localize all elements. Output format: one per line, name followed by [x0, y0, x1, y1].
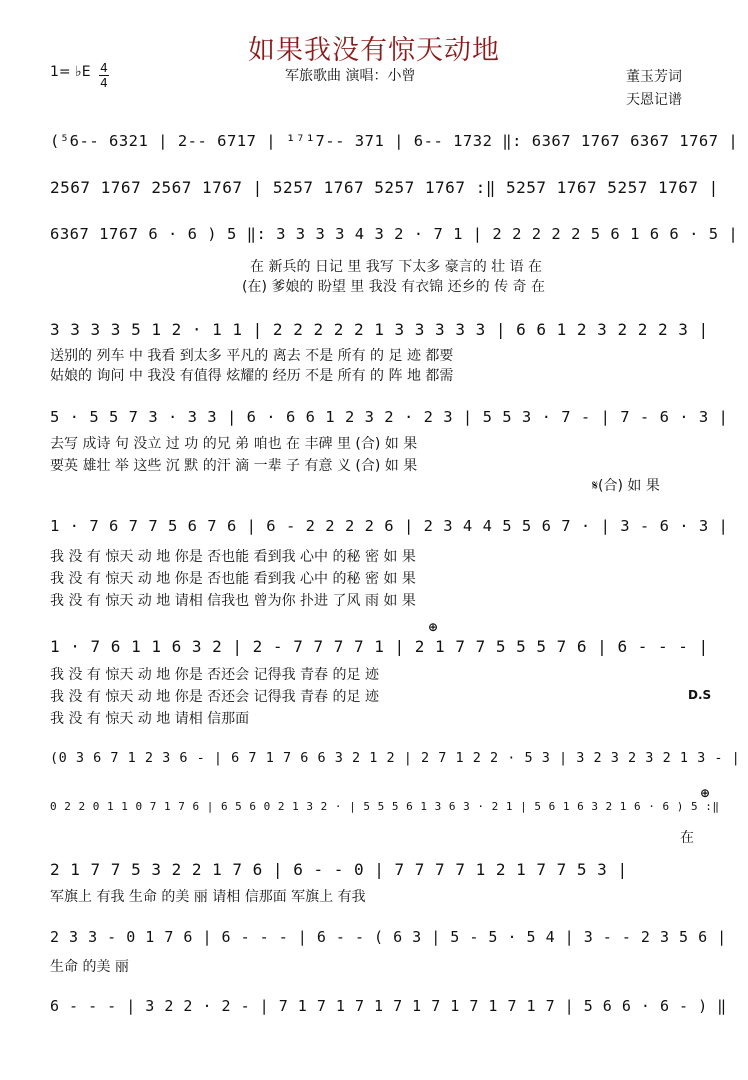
- score-row-8: (0 3 6 7 1 2 3 6 - | 6 7 1 7 6 6 3 2 1 2 | 2 7 1 2 2 · 5 3 | 3 2 3 2 3 2 1 3 - |: [50, 750, 741, 766]
- score-row-9: 0 2 2 0 1 1 0 7 1 7 6 | 6 5 6 0 2 1 3 2 · | 5 5 5 6 1 3 6 3 · 2 1 | 5 6 1 6 3 2 1 6 · 6 ) 5 :‖: [50, 800, 720, 813]
- score-row-1: (⁵6-- 6321 | 2-- 6717 | ¹⁷¹7-- 371 | 6-- 1732 ‖: 6367 1767 6367 1767 |: [50, 132, 739, 150]
- score-row-12: 6 - - - | 3 2 2 · 2 - | 7 1 7 1 7 1 7 1 7 1 7 1 7 1 7 | 5 6 6 · 6 - ) ‖: [50, 997, 727, 1015]
- lyric-row-5-verse-1: 去写 成诗 句 没立 过 功 的兄 弟 咱也 在 丰碑 里 (合) 如 果: [50, 436, 418, 452]
- lyric-row-9: 在: [680, 830, 694, 846]
- score-row-3: 6367 1767 6 · 6 ) 5 ‖: 3 3 3 3 4 3 2 · 7 1 | 2 2 2 2 2 5 6 1 6 6 · 5 |: [50, 225, 739, 243]
- lyric-row-5-segno: 𝄋(合) 如 果: [592, 478, 660, 494]
- transcriber: 天恩记谱: [626, 92, 682, 108]
- lyric-row-6-verse-3: 我 没 有 惊天 动 地 请相 信我也 曾为你 扑进 了风 雨 如 果: [50, 593, 416, 609]
- score-row-2: 2567 1767 2567 1767 | 5257 1767 5257 1767 :‖ 5257 1767 5257 1767 |: [50, 178, 719, 197]
- lyric-row-10: 军旗上 有我 生命 的美 丽 请相 信那面 军旗上 有我: [50, 889, 366, 905]
- score-row-4: 3 3 3 3 5 1 2 · 1 1 | 2 2 2 2 2 1 3 3 3 3 3 | 6 6 1 2 3 2 2 2 3 |: [50, 320, 709, 339]
- lyric-row-6-verse-2: 我 没 有 惊天 动 地 你是 否也能 看到我 心中 的秘 密 如 果: [50, 571, 416, 587]
- lyric-row-4-verse-1: 送别的 列车 中 我看 到太多 平凡的 离去 不是 所有 的 足 迹 都要: [50, 348, 454, 364]
- lyric-row-7-verse-3: 我 没 有 惊天 动 地 请相 信那面: [50, 711, 250, 727]
- song-title: 如果我没有惊天动地: [248, 35, 500, 66]
- time-top: 4: [100, 61, 108, 75]
- lyric-row-4-verse-2: 姑娘的 询问 中 我没 有值得 炫耀的 经历 不是 所有 的 阵 地 都需: [50, 368, 454, 384]
- lyric-row-3-verse-1: 在 新兵的 日记 里 我写 下太多 豪言的 壮 语 在: [250, 259, 543, 275]
- ds-mark: D.S: [688, 688, 712, 702]
- score-row-10: 2 1 7 7 5 3 2 2 1 7 6 | 6 - - 0 | 7 7 7 7 1 2 1 7 7 5 3 |: [50, 860, 628, 879]
- genre-singer: 军旅歌曲 演唱：小曾: [285, 68, 416, 84]
- time-bottom: 4: [100, 76, 108, 90]
- lyric-row-5-verse-2: 要英 雄壮 举 这些 沉 默 的汗 滴 一辈 子 有意 义 (合) 如 果: [50, 458, 418, 474]
- coda-mark: ⊕: [428, 620, 439, 634]
- lyric-row-3-verse-2: (在) 爹娘的 盼望 里 我没 有衣锦 还乡的 传 奇 在: [242, 279, 545, 295]
- lyric-row-7-verse-2: 我 没 有 惊天 动 地 你是 否还会 记得我 青春 的足 迹: [50, 689, 379, 705]
- score-row-7: 1 · 7 6 1 1 6 3 2 | 2 - 7 7 7 7 1 | 2 1 7 7 5 5 5 7 6 | 6 - - - |: [50, 637, 709, 656]
- lyric-row-6-verse-1: 我 没 有 惊天 动 地 你是 否也能 看到我 心中 的秘 密 如 果: [50, 549, 416, 565]
- key-signature: 1= ♭E: [50, 64, 91, 80]
- lyric-row-11: 生命 的美 丽: [50, 959, 129, 975]
- lyricist: 董玉芳词: [626, 69, 682, 85]
- time-signature: [99, 62, 109, 89]
- coda-mark-2: ⊕: [700, 786, 711, 800]
- lyric-row-7-verse-1: 我 没 有 惊天 动 地 你是 否还会 记得我 青春 的足 迹: [50, 667, 379, 683]
- score-row-5: 5 · 5 5 7 3 · 3 3 | 6 · 6 6 1 2 3 2 · 2 3 | 5 5 3 · 7 - | 7 - 6 · 3 |: [50, 408, 729, 426]
- score-row-6: 1 · 7 6 7 7 5 6 7 6 | 6 - 2 2 2 2 6 | 2 3 4 4 5 5 6 7 · | 3 - 6 · 3 |: [50, 517, 729, 535]
- score-row-11: 2 3 3 - 0 1 7 6 | 6 - - - | 6 - - ( 6 3 | 5 - 5 · 5 4 | 3 - - 2 3 5 6 |: [50, 928, 727, 946]
